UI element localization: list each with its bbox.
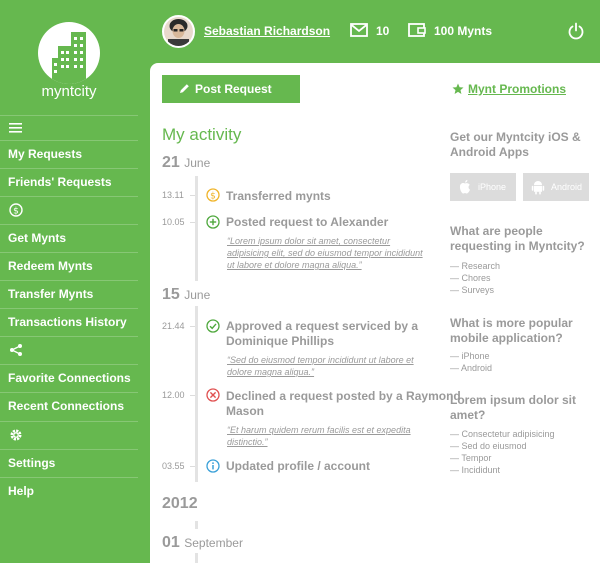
day-month: June [184, 156, 211, 170]
star-icon [452, 83, 464, 95]
building-logo-icon [38, 22, 100, 84]
event-quote[interactable]: “Et harum quidem rerum facilis est et expedita distinctio.” [227, 425, 411, 447]
event-title: Approved a request serviced by a Dominique Phillips [226, 319, 419, 348]
svg-text:$: $ [210, 191, 216, 202]
sidebar-item-my-requests[interactable]: My Requests [0, 140, 138, 168]
iphone-app-button[interactable] [450, 173, 516, 201]
sidebar-item-friends-requests[interactable]: Friends' Requests [0, 168, 138, 196]
wallet-icon[interactable] [408, 22, 426, 38]
close-icon [206, 388, 220, 402]
day-header [162, 534, 243, 552]
sidebar-section-menu [0, 115, 138, 143]
poll-option[interactable]: — iPhone [450, 351, 490, 361]
timeline-tick [190, 326, 195, 327]
dollar-icon [206, 188, 220, 202]
poll-option[interactable]: — Chores [450, 273, 491, 283]
mynt-promotions-link[interactable] [452, 82, 566, 96]
info-icon [206, 459, 220, 473]
poll-heading: What is more popular mobile application? [450, 316, 573, 345]
apple-icon [458, 179, 472, 195]
event-quote[interactable]: “Sed do eiusmod tempor incididunt ut labore et dolore magna aliqua.” [227, 355, 414, 377]
event-title: Updated profile / account [226, 459, 371, 473]
poll-option[interactable]: — Android [450, 363, 493, 373]
share-icon [9, 343, 23, 357]
sidebar-item-settings[interactable]: Settings [0, 449, 138, 477]
message-count[interactable]: 10 [376, 24, 390, 38]
timeline-tick [190, 395, 195, 396]
sidebar-section-mynts [0, 196, 138, 224]
avatar[interactable] [162, 15, 195, 48]
sidebar-item-recent-connections[interactable]: Recent Connections [0, 392, 138, 420]
sidebar-item-favorite-connections[interactable]: Favorite Connections [0, 364, 138, 392]
sidebar [0, 0, 138, 563]
event-time: 03.55 [162, 461, 185, 471]
android-app-button[interactable] [523, 173, 589, 201]
mynt-promotions-label: Mynt Promotions [468, 82, 566, 96]
dollar-icon [9, 203, 23, 217]
user-name-link[interactable]: Sebastian Richardson [204, 24, 331, 38]
post-request-button[interactable] [162, 75, 300, 103]
timeline-line [195, 521, 198, 529]
timeline-tick [190, 195, 195, 196]
android-label: Android [551, 182, 583, 192]
power-icon[interactable] [567, 22, 585, 40]
poll-options [450, 428, 555, 476]
iphone-label: iPhone [478, 182, 507, 192]
pencil-icon [179, 83, 190, 94]
mynts-balance[interactable]: 100 Mynts [434, 24, 493, 38]
day-month: June [184, 288, 211, 302]
post-request-label: Post Request [195, 82, 272, 96]
check-icon [206, 319, 220, 333]
poll-option[interactable]: — Consectetur adipisicing [450, 429, 555, 439]
day-number: 01 [162, 534, 180, 551]
day-number: 15 [162, 286, 180, 303]
poll-option[interactable]: — Incididunt [450, 465, 501, 475]
poll-option[interactable]: — Sed do eiusmod [450, 441, 527, 451]
activity-title: My activity [162, 125, 242, 144]
brand-name: myntcity [41, 83, 97, 100]
menu-icon [9, 122, 23, 134]
poll-option[interactable]: — Research [450, 261, 501, 271]
sidebar-item-get-mynts[interactable]: Get Mynts [0, 224, 138, 252]
event-quote[interactable]: “Lorem ipsum dolor sit amet, consectetur adipisicing elit, sed do eiusmod tempor incididunt ut labore et dolore magna aliqua.” [227, 236, 423, 270]
logo[interactable] [38, 22, 100, 84]
event-title: Declined a request posted by a Raymond Mason [226, 389, 461, 418]
timeline-tick [190, 466, 195, 467]
event-title: Posted request to Alexander [226, 215, 389, 229]
mail-icon[interactable] [350, 23, 368, 37]
gear-icon [9, 428, 23, 442]
event-time: 10.05 [162, 217, 185, 227]
plus-icon [206, 215, 220, 229]
poll-heading: Lorem ipsum dolor sit amet? [450, 393, 577, 422]
sidebar-item-transactions-history[interactable]: Transactions History [0, 308, 138, 336]
event-time: 12.00 [162, 390, 185, 400]
day-number: 21 [162, 154, 180, 171]
year-header: 2012 [162, 495, 198, 512]
android-icon [531, 179, 545, 195]
apps-heading: Get our Myntcity iOS & Android Apps [450, 130, 581, 159]
day-header [162, 154, 210, 172]
event-title: Transferred mynts [226, 189, 331, 203]
day-header [162, 286, 210, 304]
timeline-line [195, 553, 198, 563]
main-panel [150, 63, 600, 563]
poll-option[interactable]: — Surveys [450, 285, 495, 295]
svg-text:$: $ [13, 206, 19, 217]
poll-options [450, 350, 492, 374]
event-time: 21.44 [162, 321, 185, 331]
poll-heading: What are people requesting in Myntcity? [450, 224, 585, 253]
poll-options [450, 260, 500, 296]
timeline-line [195, 176, 198, 281]
timeline-tick [190, 222, 195, 223]
day-month: September [184, 536, 243, 550]
sidebar-item-help[interactable]: Help [0, 477, 138, 505]
user-avatar-icon [164, 17, 193, 46]
timeline-line [195, 306, 198, 482]
sidebar-section-connections [0, 336, 138, 364]
event-time: 13.11 [162, 190, 184, 200]
sidebar-item-transfer-mynts[interactable]: Transfer Mynts [0, 280, 138, 308]
poll-option[interactable]: — Tempor [450, 453, 492, 463]
sidebar-item-redeem-mynts[interactable]: Redeem Mynts [0, 252, 138, 280]
sidebar-section-settings [0, 421, 138, 449]
